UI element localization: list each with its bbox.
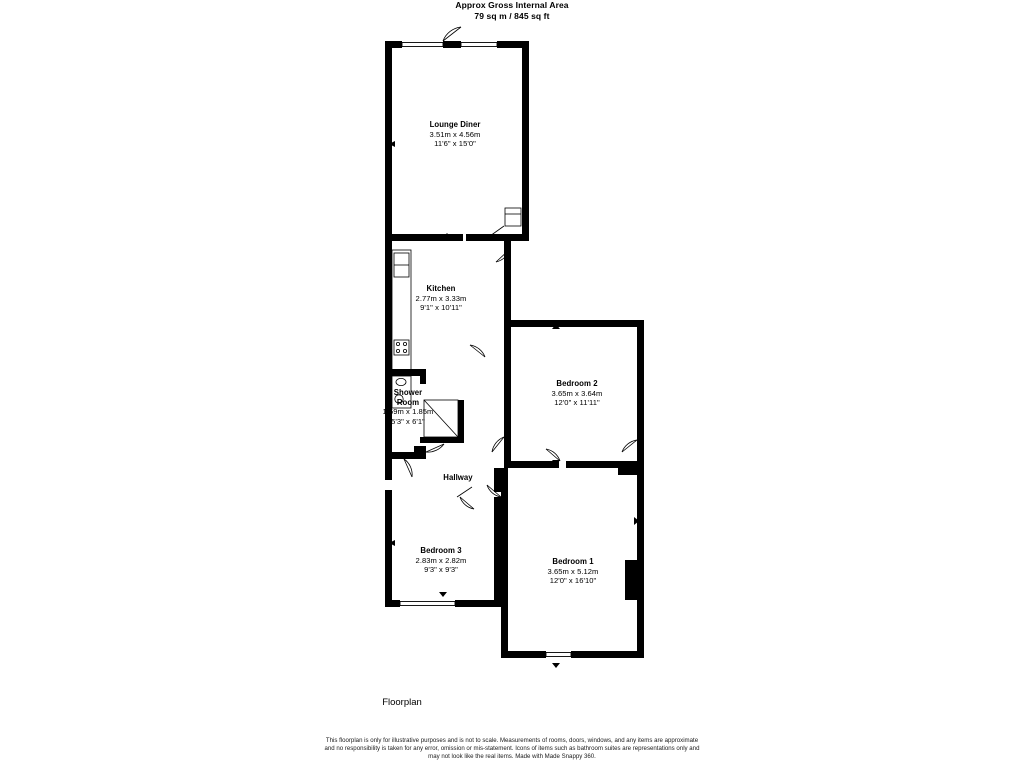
disclaimer-line3: may not look like the real items. Made with Made Snappy 360.	[428, 753, 596, 761]
room-dim-metric: 3.65m x 5.12m	[547, 566, 599, 576]
room-dim-metric: 3.51m x 4.56m	[429, 129, 481, 139]
room-dim-metric: 2.83m x 2.82m	[415, 555, 467, 565]
room-dim-metric: 3.65m x 3.64m	[551, 388, 603, 398]
room-label-lounge-diner	[385, 120, 525, 149]
disclaimer-line2: and no responsibility is taken for any error, omission or mis-statement. Icons of items such as bathroom suites are representations only and	[324, 745, 700, 753]
room-dim-imperial: 12'0" x 11'11"	[554, 398, 600, 408]
room-name: Bedroom 3	[420, 546, 462, 555]
figure-caption-text: Floorplan	[382, 697, 422, 708]
room-dim-metric: 1.59m x 1.85m	[382, 407, 434, 417]
room-label-shower-room	[348, 388, 468, 426]
room-name: Bedroom 1	[552, 557, 594, 566]
room-dim-imperial: 12'0" x 16'10"	[549, 576, 597, 586]
room-label-bedroom-2	[507, 379, 647, 408]
room-name: Hallway	[443, 473, 473, 482]
room-name-line2: Room	[396, 397, 420, 407]
room-name: Kitchen	[426, 284, 456, 293]
room-label-bedroom-3	[371, 546, 511, 575]
room-dim-imperial: 11'6" x 15'0"	[434, 139, 476, 149]
room-dim-imperial: 9'1" x 10'11"	[420, 303, 462, 313]
room-dim-imperial: 9'3" x 9'3"	[424, 565, 458, 575]
disclaimer	[0, 737, 1024, 762]
area-summary-line1: Approx Gross Internal Area	[455, 0, 569, 10]
room-name: Bedroom 2	[556, 379, 598, 388]
room-label-kitchen	[371, 284, 511, 313]
room-name: Lounge Diner	[429, 120, 481, 129]
room-dim-metric: 2.77m x 3.33m	[415, 293, 467, 303]
room-dim-imperial: 5'3" x 6'1"	[391, 416, 425, 426]
room-name-line1: Shower	[393, 388, 423, 397]
disclaimer-line1: This floorplan is only for illustrative purposes and is not to scale. Measurements of rooms, doors, windows, and any items are approximate	[325, 737, 699, 744]
figure-caption	[0, 697, 1024, 708]
room-label-hallway	[418, 473, 498, 483]
area-summary-line2: 79 sq m / 845 sq ft	[474, 10, 550, 21]
room-label-bedroom-1	[503, 557, 643, 586]
